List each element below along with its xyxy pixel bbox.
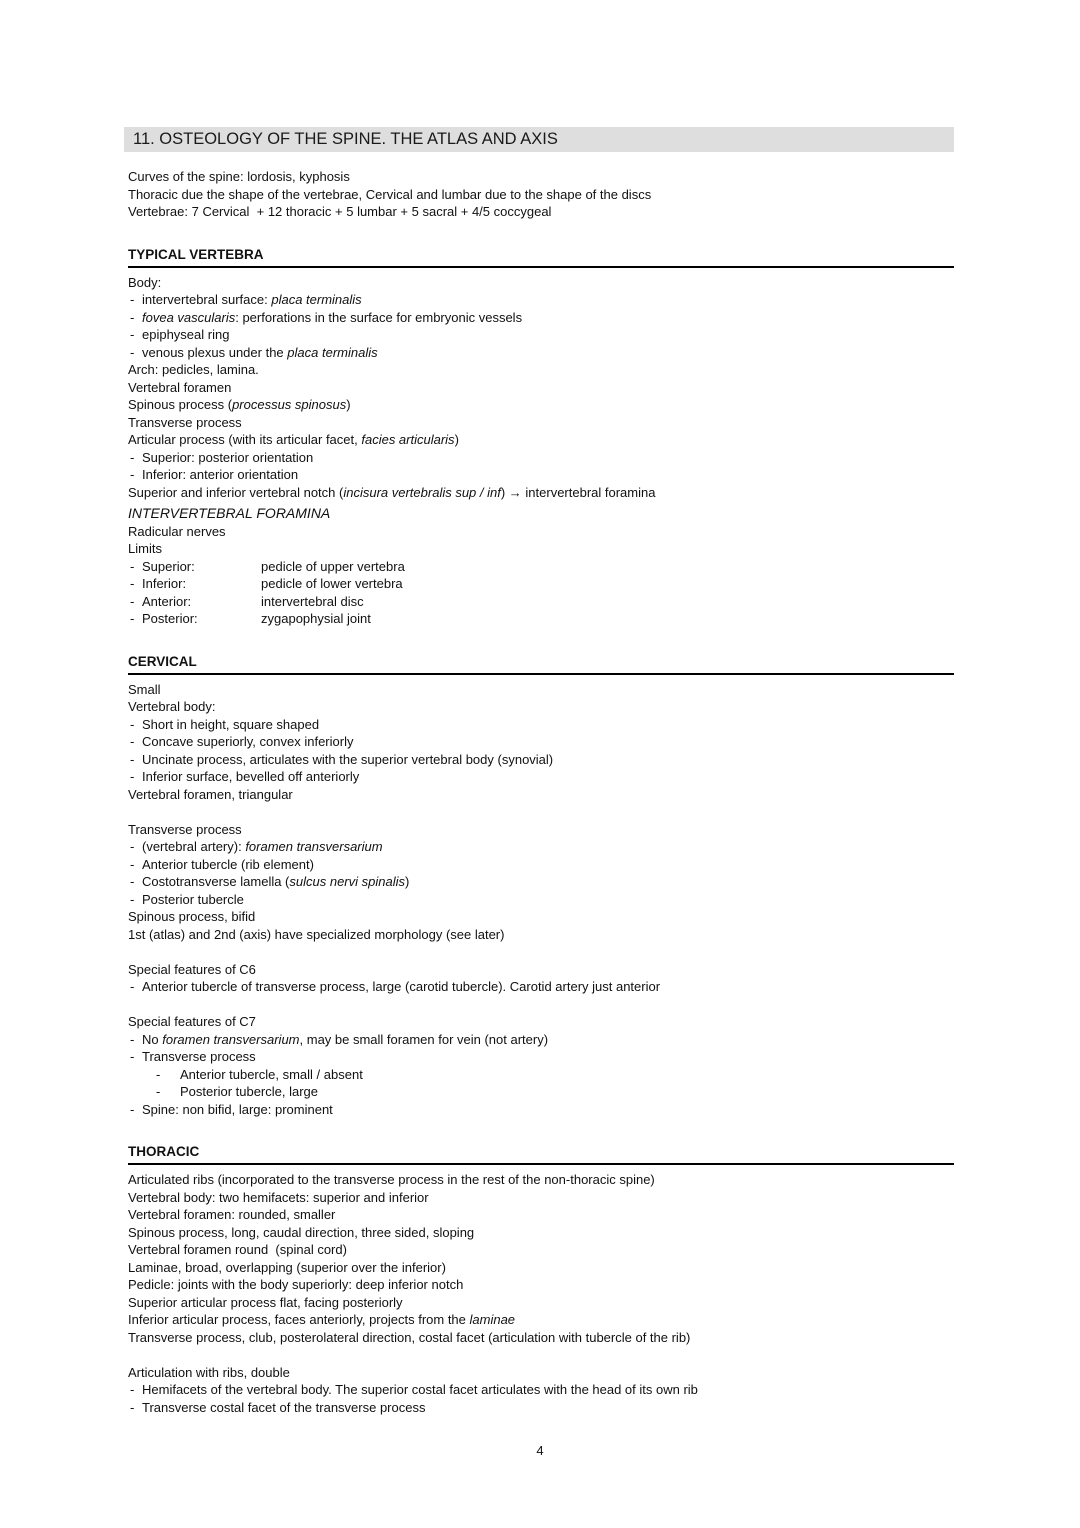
text-segment: Vertebral foramen, triangular — [128, 786, 293, 802]
bullet-dash: - — [130, 1399, 135, 1415]
latin-term: sulcus nervi spinalis — [289, 874, 405, 889]
bullet-dash: - — [130, 891, 135, 907]
section-body-thoracic — [128, 1171, 954, 1416]
blank-line — [128, 1346, 954, 1364]
text-segment: Superior and inferior vertebral notch ( — [128, 484, 344, 500]
text-segment: Anterior tubercle of transverse process, large (carotid tubercle). Carotid artery just anterior — [142, 979, 661, 994]
bullet-dash: - — [130, 611, 135, 626]
latin-term: foramen transversarium — [162, 1031, 300, 1047]
text-line — [128, 1031, 954, 1049]
text-segment: Curves of the spine: lordosis, kyphosis — [128, 169, 350, 184]
page-number: 4 — [536, 1443, 544, 1458]
text-segment: : perforations in the surface for embryonic vessels — [235, 309, 523, 325]
text-segment: Inferior articular process, faces anteriorly, projects from the — [128, 1312, 470, 1327]
text-segment: Special features of C7 — [128, 1014, 256, 1029]
page-title: 11. OSTEOLOGY OF THE SPINE. THE ATLAS AND AXIS — [124, 127, 954, 152]
text-line — [128, 733, 954, 751]
bullet-dash: - — [130, 449, 135, 465]
text-line — [128, 291, 954, 309]
text-segment: epiphyseal ring — [142, 327, 230, 342]
text-segment: Vertebral body: two hemifacets: superior and inferior — [128, 1189, 429, 1205]
text-segment: Superior articular process flat, facing posteriorly — [128, 1294, 403, 1310]
text-line — [128, 203, 954, 221]
text-segment: Anterior tubercle, small / absent — [180, 1066, 363, 1082]
text-segment: Articular process (with its articular facet, — [128, 432, 362, 447]
limit-value: pedicle of upper vertebra — [261, 558, 405, 574]
text-segment: Vertebral foramen: rounded, smaller — [128, 1207, 336, 1222]
text-line — [128, 716, 954, 734]
text-line — [128, 431, 954, 449]
text-line — [128, 1048, 954, 1066]
bullet-dash: - — [130, 467, 135, 482]
text-line — [128, 379, 954, 397]
text-line — [128, 698, 954, 716]
bullet-dash: - — [130, 979, 135, 994]
text-line — [128, 484, 954, 502]
bullet-dash: - — [130, 1382, 135, 1397]
text-segment: ) — [346, 397, 351, 412]
page-content — [128, 127, 954, 1416]
text-line — [128, 978, 954, 996]
text-segment: Limits — [128, 541, 162, 556]
limit-value: pedicle of lower vertebra — [261, 576, 403, 591]
text-segment: Spine: non bifid, large: prominent — [142, 1101, 333, 1117]
document-body — [128, 247, 954, 1417]
latin-term: placa terminalis — [271, 292, 362, 307]
bullet-dash: - — [130, 558, 135, 574]
limit-label: Posterior: — [142, 611, 198, 626]
text-segment: Superior: posterior orientation — [142, 449, 314, 465]
text-segment: Radicular nerves — [128, 523, 226, 539]
text-line — [128, 786, 954, 804]
text-line — [128, 168, 954, 186]
limit-row — [128, 575, 954, 593]
latin-term: INTERVERTEBRAL FORAMINA — [128, 505, 331, 521]
text-line — [128, 523, 954, 541]
text-line — [128, 396, 954, 414]
text-segment: (vertebral artery): — [142, 839, 246, 854]
text-line — [128, 1171, 954, 1189]
text-line — [128, 309, 954, 327]
text-line — [128, 326, 954, 344]
bullet-dash: - — [130, 576, 135, 591]
text-line — [128, 961, 954, 979]
section-thoracic — [128, 1144, 954, 1416]
latin-term: fovea vascularis — [142, 309, 236, 325]
limit-row — [128, 558, 954, 576]
limit-label: Anterior: — [142, 593, 192, 609]
text-line — [128, 1399, 954, 1417]
text-line — [128, 908, 954, 926]
bullet-dash: - — [156, 1084, 161, 1099]
text-segment: Vertebral foramen — [128, 379, 232, 395]
text-segment: Transverse process — [142, 1049, 256, 1064]
text-line — [128, 186, 954, 204]
text-segment: Uncinate process, articulates with the superior vertebral body (synovial) — [142, 751, 554, 767]
text-segment: Spinous process, long, caudal direction, three sided, sloping — [128, 1224, 475, 1240]
text-segment: Transverse process, club, posterolateral direction, costal facet (articulation with tubercle of the rib) — [128, 1329, 691, 1345]
bullet-dash: - — [156, 1066, 161, 1082]
text-segment: Articulated ribs (incorporated to the transverse process in the rest of the non-thoracic spine) — [128, 1172, 655, 1187]
latin-term: placa terminalis — [287, 344, 378, 360]
text-line — [128, 1241, 954, 1259]
latin-term: facies articularis — [361, 432, 455, 447]
latin-term: processus spinosus — [232, 397, 347, 412]
text-line — [128, 344, 954, 362]
text-line — [128, 1101, 954, 1119]
text-segment: Transverse costal facet of the transverse process — [142, 1399, 426, 1415]
section-body-typical-vertebra — [128, 274, 954, 628]
text-segment: Inferior: anterior orientation — [142, 467, 299, 482]
text-segment: Posterior tubercle, large — [180, 1084, 319, 1099]
bullet-dash: - — [130, 327, 135, 342]
text-segment: Spinous process ( — [128, 397, 233, 412]
text-segment: Anterior tubercle (rib element) — [142, 856, 314, 872]
bullet-dash: - — [130, 1031, 135, 1047]
text-segment: Concave superiorly, convex inferiorly — [142, 734, 354, 749]
text-segment: Thoracic due the shape of the vertebrae, Cervical and lumbar due to the shape of the discs — [128, 186, 652, 202]
text-line — [128, 1364, 954, 1382]
text-segment: , may be small foramen for vein (not artery) — [299, 1031, 549, 1047]
limit-value: zygapophysial joint — [261, 611, 371, 626]
section-heading-cervical: CERVICAL — [128, 654, 954, 675]
latin-term: laminae — [469, 1312, 516, 1327]
bullet-dash: - — [130, 593, 135, 609]
text-segment: ) — [454, 432, 459, 447]
section-body-cervical — [128, 681, 954, 1119]
text-line — [128, 540, 954, 558]
text-segment: No — [142, 1031, 163, 1047]
text-line — [128, 1189, 954, 1207]
bullet-dash: - — [130, 292, 135, 307]
text-line — [128, 414, 954, 432]
bullet-dash: - — [130, 839, 135, 854]
text-segment: 1st (atlas) and 2nd (axis) have specialized morphology (see later) — [128, 926, 505, 942]
text-segment: Laminae, broad, overlapping (superior over the inferior) — [128, 1259, 446, 1275]
text-segment: Posterior tubercle — [142, 891, 244, 907]
text-segment: Vertebrae: 7 Cervical + 12 thoracic + 5 lumbar + 5 sacral + 4/5 coccygeal — [128, 204, 552, 219]
text-segment: Articulation with ribs, double — [128, 1364, 290, 1380]
text-segment: ) → intervertebral foramina — [500, 484, 656, 500]
text-line — [128, 505, 954, 523]
text-line — [128, 1276, 954, 1294]
bullet-dash: - — [130, 1049, 135, 1064]
bullet-dash: - — [130, 874, 135, 889]
blank-line — [128, 803, 954, 821]
text-segment: intervertebral surface: — [142, 292, 272, 307]
section-heading-typical-vertebra: TYPICAL VERTEBRA — [128, 247, 954, 268]
section-typical-vertebra — [128, 247, 954, 628]
text-line — [128, 681, 954, 699]
limit-row — [128, 610, 954, 628]
bullet-dash: - — [130, 769, 135, 784]
latin-term: incisura vertebralis sup / inf — [343, 484, 501, 500]
text-segment: Transverse process — [128, 414, 242, 430]
intro-paragraph — [128, 168, 954, 221]
bullet-dash: - — [130, 716, 135, 732]
limit-label: Inferior: — [142, 576, 187, 591]
blank-line — [128, 996, 954, 1014]
text-segment: Small — [128, 681, 161, 697]
text-line — [128, 1259, 954, 1277]
text-line — [128, 1381, 954, 1399]
text-line — [128, 361, 954, 379]
bullet-dash: - — [130, 344, 135, 360]
text-segment: Vertebral body: — [128, 699, 216, 714]
text-line — [128, 838, 954, 856]
latin-term: foramen transversarium — [245, 839, 383, 854]
bullet-dash: - — [130, 734, 135, 749]
text-line — [128, 1329, 954, 1347]
text-line — [128, 1224, 954, 1242]
limit-row — [128, 593, 954, 611]
text-segment: ) — [405, 874, 410, 889]
text-line — [128, 926, 954, 944]
text-segment: Spinous process, bifid — [128, 909, 256, 924]
text-line — [128, 449, 954, 467]
text-segment: Inferior surface, bevelled off anteriorly — [142, 769, 360, 784]
bullet-dash: - — [130, 856, 135, 872]
text-segment: Special features of C6 — [128, 961, 256, 977]
text-line — [128, 856, 954, 874]
text-line — [128, 1013, 954, 1031]
bullet-dash: - — [130, 1101, 135, 1117]
text-segment: venous plexus under the — [142, 344, 288, 360]
text-segment: Short in height, square shaped — [142, 716, 320, 732]
bullet-dash: - — [130, 751, 135, 767]
text-line — [128, 1083, 954, 1101]
text-line — [128, 1311, 954, 1329]
text-line — [128, 873, 954, 891]
limit-label: Superior: — [142, 558, 195, 574]
text-line — [128, 466, 954, 484]
text-segment: Pedicle: joints with the body superiorly: deep inferior notch — [128, 1277, 464, 1292]
text-line — [128, 1206, 954, 1224]
text-segment: Transverse process — [128, 821, 242, 837]
text-segment: Arch: pedicles, lamina. — [128, 362, 259, 377]
text-segment: Vertebral foramen round (spinal cord) — [128, 1242, 347, 1257]
text-line — [128, 1294, 954, 1312]
limit-value: intervertebral disc — [261, 593, 364, 609]
text-line — [128, 768, 954, 786]
text-line — [128, 891, 954, 909]
text-line — [128, 751, 954, 769]
text-segment: Costotransverse lamella ( — [142, 874, 290, 889]
text-line — [128, 1066, 954, 1084]
bullet-dash: - — [130, 309, 135, 325]
blank-line — [128, 943, 954, 961]
text-segment: Hemifacets of the vertebral body. The superior costal facet articulates with the head of its own rib — [142, 1382, 698, 1397]
text-segment: Body: — [128, 274, 162, 290]
text-line — [128, 821, 954, 839]
section-cervical — [128, 654, 954, 1119]
text-line — [128, 274, 954, 292]
section-heading-thoracic: THORACIC — [128, 1144, 954, 1165]
